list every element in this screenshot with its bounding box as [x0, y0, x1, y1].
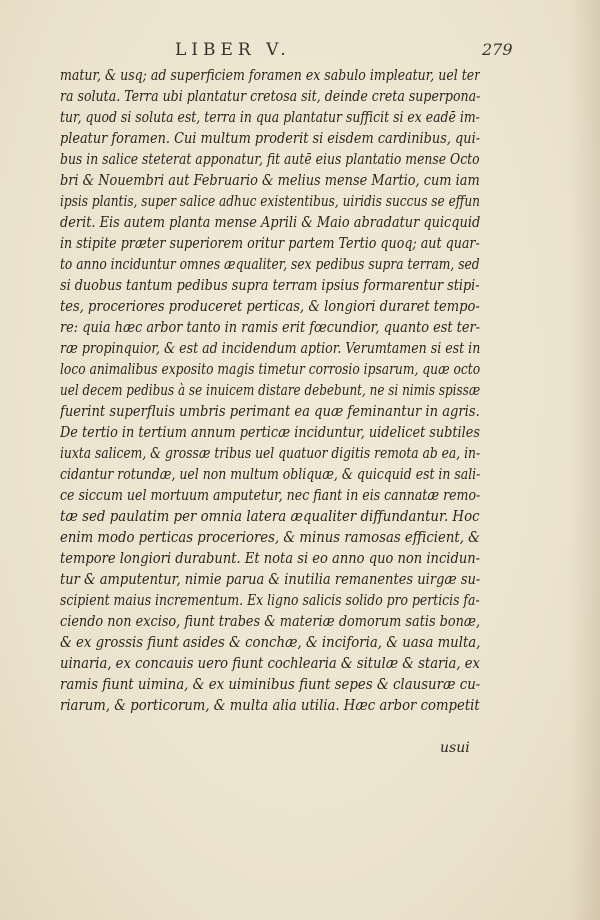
- text-line: tæ sed paulatim per omnia latera æqualiter diffundantur. Hoc: [60, 507, 480, 525]
- text-line: scipient maius incrementum. Ex ligno salicis solido pro perticis fa-: [60, 591, 480, 609]
- text-line: uel decem pedibus à se inuicem distare debebunt, ne si nimis spissæ: [60, 381, 480, 399]
- text-line: tes, proceriores produceret perticas, & longiori duraret tempo-: [60, 297, 480, 315]
- catchword: usui: [440, 740, 470, 756]
- text-line: tur & amputentur, nimie parua & inutilia remanentes uirgæ su-: [60, 570, 480, 588]
- text-block: [60, 65, 480, 716]
- text-line: to anno inciduntur omnes æqualiter, sex pedibus supra terram, sed: [60, 255, 480, 273]
- text-line: tempore longiori durabunt. Et nota si eo anno quo non incidun-: [60, 549, 480, 567]
- text-line: re: quia hæc arbor tanto in ramis erit fœcundior, quanto est ter-: [60, 318, 480, 336]
- text-line: enim modo perticas proceriores, & minus ramosas efficient, &: [60, 528, 480, 546]
- text-line: si duobus tantum pedibus supra terram ipsius formarentur stipi-: [60, 276, 480, 294]
- text-line: & ex grossis fiunt asides & conchæ, & inciforia, & uasa multa,: [60, 633, 480, 651]
- text-line: in stipite præter superiorem oritur partem Tertio quoq; aut quar-: [60, 234, 480, 252]
- text-line: ra soluta. Terra ubi plantatur cretosa sit, deinde creta superpona-: [60, 87, 480, 105]
- text-line: matur, & usq; ad superficiem foramen ex sabulo impleatur, uel ter: [60, 66, 480, 84]
- text-line: riarum, & porticorum, & multa alia utilia. Hæc arbor competit: [60, 696, 480, 714]
- running-title: LIBER V.: [175, 40, 291, 60]
- text-line: ramis fiunt uimina, & ex uiminibus fiunt sepes & clausuræ cu-: [60, 675, 480, 693]
- text-line: ipsis plantis, super salice adhuc existentibus, uiridis succus se effun: [60, 192, 480, 210]
- text-line: pleatur foramen. Cui multum proderit si eisdem cardinibus, qui-: [60, 129, 480, 147]
- text-line: cidantur rotundæ, uel non multum obliquæ, & quicquid est in sali-: [60, 465, 480, 483]
- text-line: ce siccum uel mortuum amputetur, nec fiant in eis cannatæ remo-: [60, 486, 480, 504]
- text-line: tur, quod si soluta est, terra in qua plantatur sufficit si ex eadē im-: [60, 108, 480, 126]
- text-line: bus in salice steterat apponatur, fit autē eius plantatio mense Octo: [60, 150, 480, 168]
- text-line: fuerint superfluis umbris perimant ea quæ feminantur in agris.: [60, 402, 480, 420]
- text-line: uinaria, ex concauis uero fiunt cochlearia & situlæ & staria, ex: [60, 654, 480, 672]
- text-line: ciendo non exciso, fiunt trabes & materiæ domorum satis bonæ,: [60, 612, 480, 630]
- text-line: derit. Eis autem planta mense Aprili & Maio abradatur quicquid: [60, 213, 480, 231]
- page-number: 279: [482, 40, 513, 59]
- text-line: De tertio in tertium annum perticæ inciduntur, uidelicet subtiles: [60, 423, 480, 441]
- text-line: iuxta salicem, & grossæ tribus uel quatuor digitis remota ab ea, in-: [60, 444, 480, 462]
- text-line: ræ propinquior, & est ad incidendum aptior. Verumtamen si est in: [60, 339, 480, 357]
- text-line: loco animalibus exposito magis timetur corrosio ipsarum, quæ octo: [60, 360, 480, 378]
- page-edge-shadow: [570, 0, 600, 920]
- text-line: bri & Nouembri aut Februario & melius mense Martio, cum iam: [60, 171, 480, 189]
